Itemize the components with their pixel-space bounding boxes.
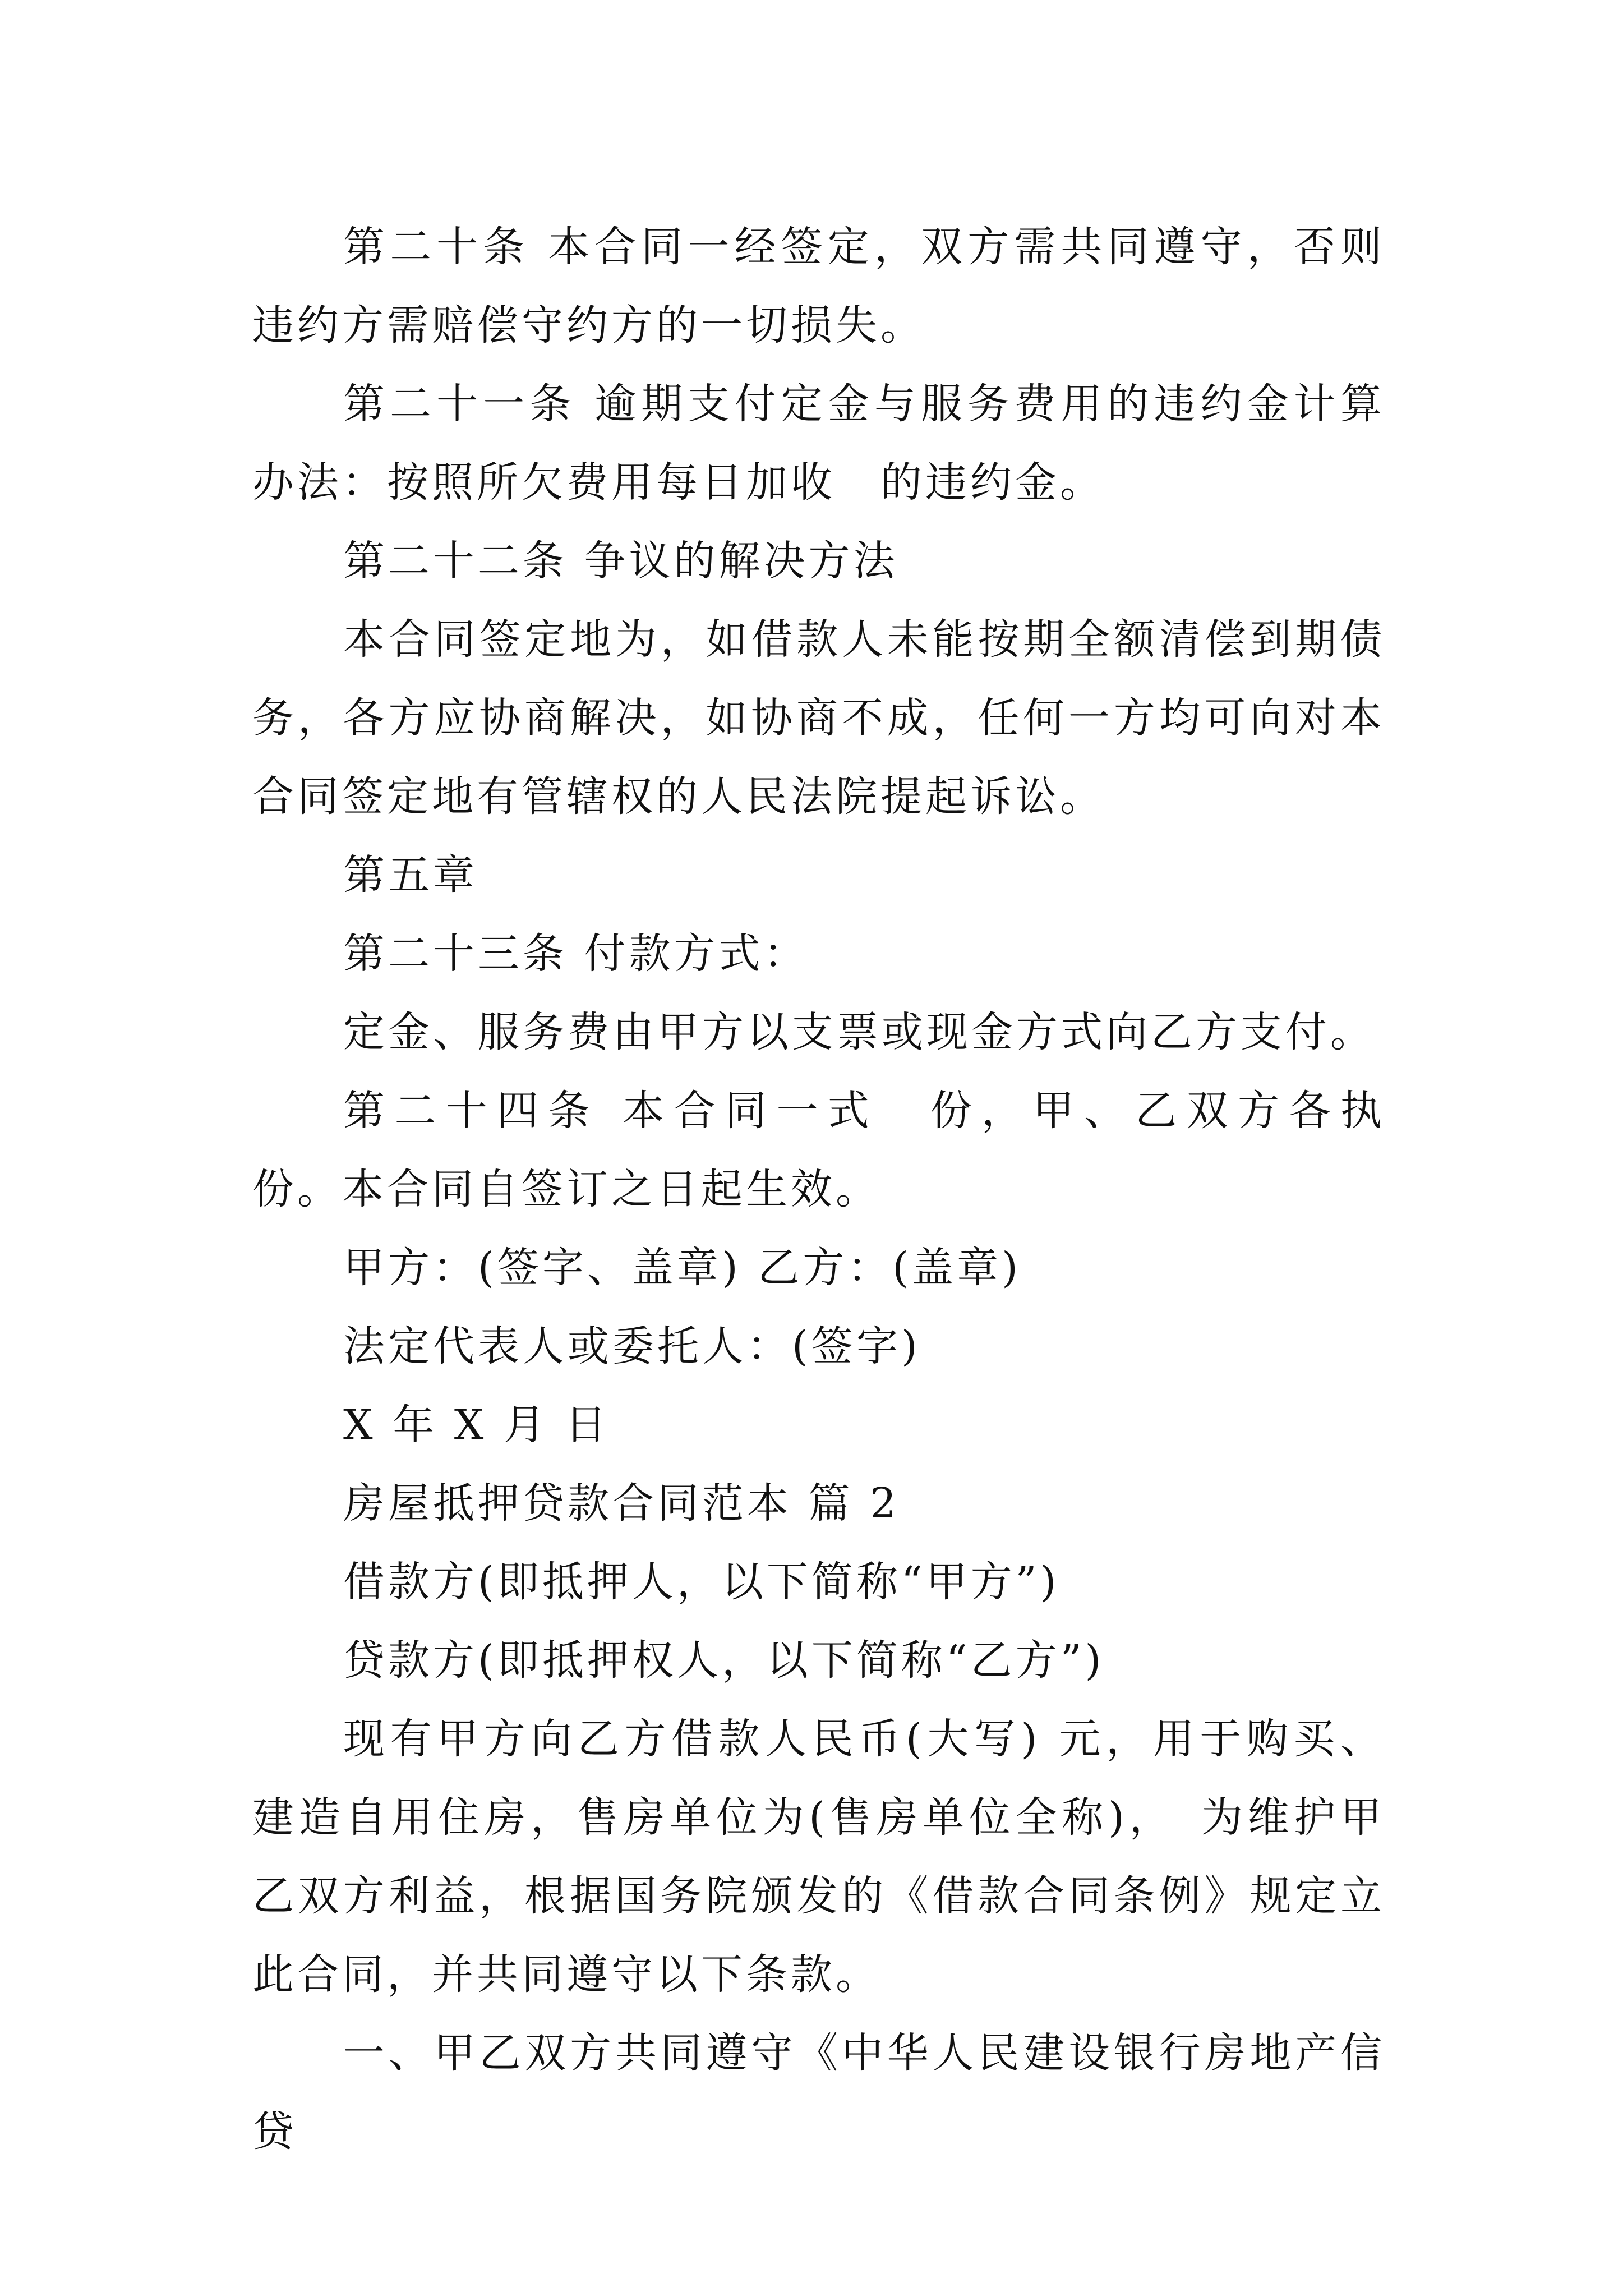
clause-24: 第二十四条 本合同一式 份，甲、乙双方各执 份。本合同自签订之日起生效。 <box>252 1087 1430 1213</box>
lender-line: 贷款方(即抵押权人，以下简称“乙方”) <box>343 1636 1105 1685</box>
document-body <box>252 208 1430 2171</box>
clause-23-body: 定金、服务费由甲方以支票或现金方式向乙方支付。 <box>343 1008 1375 1056</box>
clause-22-body: 本合同签定地为，如借款人未能按期全额清偿到期债务，各方应协商解决，如协商不成，任何一方均可向对本合同签定地有管辖权的人民法院提起诉讼。 <box>252 615 1385 821</box>
signature-party-line: 甲方：(签字、盖章) 乙方：(盖章) <box>343 1244 1022 1292</box>
article-1-start: 一、甲乙双方共同遵守《中华人民建设银行房地产信贷 <box>252 2029 1385 2156</box>
clause-22-heading: 第二十二条 争议的解决方法 <box>343 537 898 585</box>
borrower-line: 借款方(即抵押人，以下简称“甲方”) <box>343 1558 1060 1606</box>
date-line: X 年 X 月 日 <box>343 1401 610 1449</box>
clause-21: 第二十一条 逾期支付定金与服务费用的违约金计算办法：按照所欠费用每日加收 的违约金。 <box>252 380 1385 507</box>
preamble-paragraph: 现有甲方向乙方借款人民币(大写) 元，用于购买、建造自用住房，售房单位为(售房单位全称)， 为维护甲乙双方利益，根据国务院颁发的《借款合同条例》规定立此合同，并共同遵守以下条款。 <box>252 1715 1385 1999</box>
clause-23-heading: 第二十三条 付款方式： <box>343 930 809 978</box>
chapter-5-heading: 第五章 <box>343 851 478 899</box>
signature-representative-line: 法定代表人或委托人：(签字) <box>343 1322 921 1370</box>
section-title: 房屋抵押贷款合同范本 篇 2 <box>343 1479 900 1527</box>
clause-20: 第二十条 本合同一经签定，双方需共同遵守，否则违约方需赔偿守约方的一切损失。 <box>252 223 1385 349</box>
